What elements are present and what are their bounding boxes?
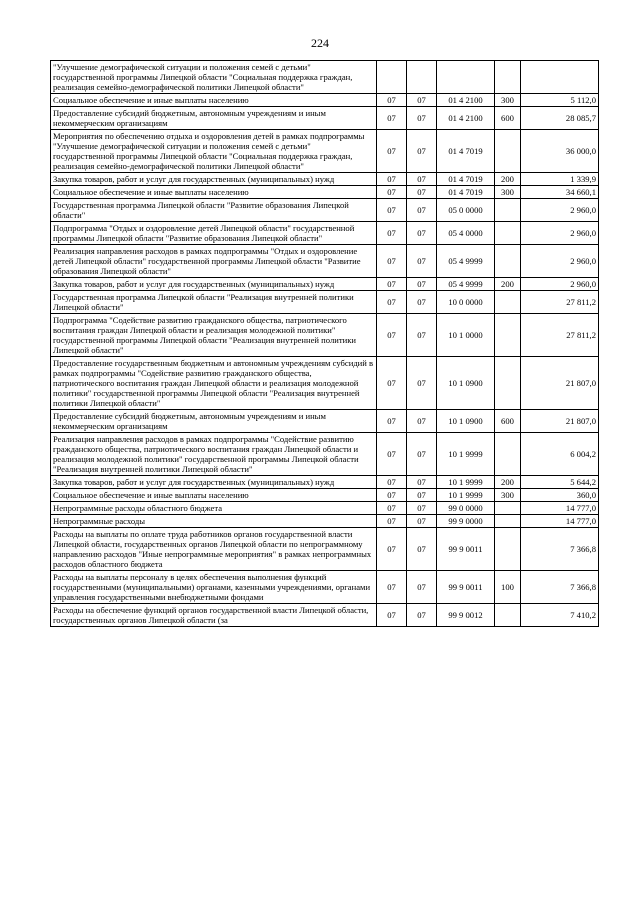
row-amount-cell: 5 112,0: [521, 94, 599, 107]
row-name-cell: Подпрограмма "Содействие развитию гражданского общества, патриотического воспитания граждан Липецкой области и реализация молодежной политики" государственной программы Липецкой области "Реализация внутренней политики Липецкой области": [51, 314, 377, 357]
row-name-cell: Подпрограмма "Отдых и оздоровление детей Липецкой области" государственной программы Липецкой области "Развитие образования Липецкой области": [51, 222, 377, 245]
row-type-cell: 200: [495, 173, 521, 186]
row-type-cell: 300: [495, 94, 521, 107]
row-subsection-cell: 07: [407, 489, 437, 502]
row-name-cell: Расходы на обеспечение функций органов государственной власти Липецкой области, государственных органов Липецкой области (за: [51, 604, 377, 627]
row-section-cell: 07: [377, 130, 407, 173]
row-amount-cell: 7 366,8: [521, 528, 599, 571]
row-section-cell: 07: [377, 314, 407, 357]
row-target-cell: 10 1 9999: [437, 489, 495, 502]
row-subsection-cell: 07: [407, 222, 437, 245]
table-row: [51, 291, 599, 314]
page-number: 224: [311, 36, 329, 50]
row-name-cell: Расходы на выплаты персоналу в целях обеспечения выполнения функций государственными (муниципальными) органами, казенными учреждениями, органами управления государственными внебюджетными фондами: [51, 571, 377, 604]
table-row: [51, 571, 599, 604]
table-row: [51, 476, 599, 489]
row-target-cell: 01 4 2100: [437, 94, 495, 107]
budget-table-body: [51, 61, 599, 627]
row-target-cell: 10 1 0900: [437, 410, 495, 433]
row-type-cell: [495, 357, 521, 410]
row-subsection-cell: 07: [407, 186, 437, 199]
row-target-cell: 05 0 0000: [437, 199, 495, 222]
table-row: [51, 61, 599, 94]
row-name-cell: Предоставление субсидий бюджетным, автономным учреждениям и иным некоммерческим организациям: [51, 107, 377, 130]
row-section-cell: 07: [377, 222, 407, 245]
row-target-cell: 10 1 0900: [437, 357, 495, 410]
row-subsection-cell: 07: [407, 571, 437, 604]
row-section-cell: 07: [377, 291, 407, 314]
row-amount-cell: 27 811,2: [521, 291, 599, 314]
table-row: [51, 410, 599, 433]
row-section-cell: 07: [377, 515, 407, 528]
row-name-cell: Мероприятия по обеспечению отдыха и оздоровления детей в рамках подпрограммы "Улучшение демографической ситуации и положения семей с детьми" государственной программы Липецкой области "Социальная поддержка граждан, реализация семейно-демографической политики Липецкой области": [51, 130, 377, 173]
row-amount-cell: 7 366,8: [521, 571, 599, 604]
row-amount-cell: 21 807,0: [521, 410, 599, 433]
row-type-cell: 200: [495, 476, 521, 489]
row-subsection-cell: 07: [407, 199, 437, 222]
row-type-cell: [495, 604, 521, 627]
row-section-cell: 07: [377, 604, 407, 627]
row-target-cell: 05 4 9999: [437, 245, 495, 278]
row-type-cell: [495, 291, 521, 314]
row-section-cell: 07: [377, 173, 407, 186]
row-subsection-cell: 07: [407, 278, 437, 291]
row-amount-cell: 28 085,7: [521, 107, 599, 130]
row-name-cell: Государственная программа Липецкой области "Реализация внутренней политики Липецкой области": [51, 291, 377, 314]
row-subsection-cell: 07: [407, 314, 437, 357]
row-target-cell: 10 0 0000: [437, 291, 495, 314]
row-subsection-cell: 07: [407, 476, 437, 489]
row-amount-cell: 14 777,0: [521, 502, 599, 515]
row-name-cell: Закупка товаров, работ и услуг для государственных (муниципальных) нужд: [51, 476, 377, 489]
row-type-cell: 600: [495, 410, 521, 433]
row-name-cell: Социальное обеспечение и иные выплаты населению: [51, 186, 377, 199]
row-amount-cell: 34 660,1: [521, 186, 599, 199]
row-type-cell: [495, 528, 521, 571]
row-target-cell: 01 4 7019: [437, 130, 495, 173]
row-target-cell: 10 1 9999: [437, 476, 495, 489]
row-type-cell: 100: [495, 571, 521, 604]
row-subsection-cell: 07: [407, 515, 437, 528]
table-row: [51, 199, 599, 222]
table-row: [51, 245, 599, 278]
row-target-cell: 01 4 7019: [437, 186, 495, 199]
row-type-cell: [495, 314, 521, 357]
row-type-cell: [495, 433, 521, 476]
row-section-cell: 07: [377, 186, 407, 199]
row-target-cell: 99 9 0011: [437, 528, 495, 571]
table-row: [51, 314, 599, 357]
row-target-cell: 05 4 9999: [437, 278, 495, 291]
row-amount-cell: 5 644,2: [521, 476, 599, 489]
row-section-cell: 07: [377, 357, 407, 410]
row-section-cell: 07: [377, 245, 407, 278]
row-type-cell: [495, 130, 521, 173]
row-subsection-cell: [407, 61, 437, 94]
row-subsection-cell: 07: [407, 173, 437, 186]
table-row: [51, 433, 599, 476]
row-subsection-cell: 07: [407, 245, 437, 278]
row-target-cell: 05 4 0000: [437, 222, 495, 245]
row-target-cell: 99 9 0011: [437, 571, 495, 604]
row-target-cell: 10 1 9999: [437, 433, 495, 476]
row-name-cell: Реализация направления расходов в рамках подпрограммы "Содействие развитию гражданского общества, патриотического воспитания граждан Липецкой области и реализация молодежной политики" государственной программы Липецкой области "Реализация внутренней политики Липецкой области": [51, 433, 377, 476]
row-amount-cell: 2 960,0: [521, 245, 599, 278]
row-subsection-cell: 07: [407, 410, 437, 433]
row-subsection-cell: 07: [407, 502, 437, 515]
table-row: [51, 222, 599, 245]
row-name-cell: Непрограммные расходы областного бюджета: [51, 502, 377, 515]
row-target-cell: 99 9 0012: [437, 604, 495, 627]
row-name-cell: Закупка товаров, работ и услуг для государственных (муниципальных) нужд: [51, 278, 377, 291]
row-type-cell: [495, 245, 521, 278]
table-row: [51, 528, 599, 571]
row-type-cell: [495, 222, 521, 245]
row-type-cell: 600: [495, 107, 521, 130]
row-subsection-cell: 07: [407, 291, 437, 314]
row-amount-cell: 36 000,0: [521, 130, 599, 173]
row-type-cell: [495, 515, 521, 528]
row-section-cell: 07: [377, 410, 407, 433]
row-section-cell: 07: [377, 476, 407, 489]
row-subsection-cell: 07: [407, 433, 437, 476]
row-type-cell: 300: [495, 489, 521, 502]
table-row: [51, 278, 599, 291]
row-target-cell: 10 1 0000: [437, 314, 495, 357]
row-subsection-cell: 07: [407, 604, 437, 627]
row-name-cell: Закупка товаров, работ и услуг для государственных (муниципальных) нужд: [51, 173, 377, 186]
row-target-cell: 01 4 7019: [437, 173, 495, 186]
row-target-cell: 99 9 0000: [437, 515, 495, 528]
row-amount-cell: 7 410,2: [521, 604, 599, 627]
row-type-cell: [495, 61, 521, 94]
row-type-cell: 200: [495, 278, 521, 291]
row-type-cell: [495, 199, 521, 222]
row-name-cell: Предоставление субсидий бюджетным, автономным учреждениям и иным некоммерческим организациям: [51, 410, 377, 433]
row-type-cell: 300: [495, 186, 521, 199]
row-amount-cell: 6 004,2: [521, 433, 599, 476]
row-section-cell: 07: [377, 571, 407, 604]
row-name-cell: Предоставление государственным бюджетным и автономным учреждениям субсидий в рамках подпрограммы "Содействие развитию гражданского общества, патриотического воспитания граждан Липецкой области и реализация молодежной политики" государственной программы Липецкой области "Реализация внутренней политики Липецкой области": [51, 357, 377, 410]
row-section-cell: 07: [377, 199, 407, 222]
row-subsection-cell: 07: [407, 107, 437, 130]
table-row: [51, 489, 599, 502]
row-name-cell: Государственная программа Липецкой области "Развитие образования Липецкой области": [51, 199, 377, 222]
row-section-cell: 07: [377, 278, 407, 291]
row-section-cell: [377, 61, 407, 94]
row-name-cell: "Улучшение демографической ситуации и положения семей с детьми" государственной программы Липецкой области "Социальная поддержка граждан, реализация семейно-демографической политики Липецкой области": [51, 61, 377, 94]
row-amount-cell: 14 777,0: [521, 515, 599, 528]
row-subsection-cell: 07: [407, 528, 437, 571]
row-section-cell: 07: [377, 502, 407, 515]
row-amount-cell: [521, 61, 599, 94]
row-section-cell: 07: [377, 528, 407, 571]
row-amount-cell: 2 960,0: [521, 222, 599, 245]
budget-table: [50, 60, 599, 627]
row-amount-cell: 2 960,0: [521, 278, 599, 291]
table-row: [51, 515, 599, 528]
row-subsection-cell: 07: [407, 94, 437, 107]
row-amount-cell: 21 807,0: [521, 357, 599, 410]
row-amount-cell: 360,0: [521, 489, 599, 502]
row-name-cell: Реализация направления расходов в рамках подпрограммы "Отдых и оздоровление детей Липецкой области" государственной программы Липецкой области "Развитие образования Липецкой области": [51, 245, 377, 278]
row-section-cell: 07: [377, 107, 407, 130]
row-amount-cell: 2 960,0: [521, 199, 599, 222]
table-row: [51, 604, 599, 627]
row-section-cell: 07: [377, 433, 407, 476]
row-name-cell: Социальное обеспечение и иные выплаты населению: [51, 489, 377, 502]
table-row: [51, 357, 599, 410]
table-row: [51, 186, 599, 199]
table-row: [51, 130, 599, 173]
table-row: [51, 94, 599, 107]
table-row: [51, 502, 599, 515]
row-name-cell: Расходы на выплаты по оплате труда работников органов государственной власти Липецкой области, государственных органов Липецкой области по непрограммному направлению расходов "Иные непрограммные мероприятия" в рамках непрограммных расходов областного бюджета: [51, 528, 377, 571]
row-amount-cell: 27 811,2: [521, 314, 599, 357]
row-subsection-cell: 07: [407, 357, 437, 410]
row-section-cell: 07: [377, 489, 407, 502]
table-row: [51, 107, 599, 130]
table-row: [51, 173, 599, 186]
row-amount-cell: 1 339,9: [521, 173, 599, 186]
row-name-cell: Непрограммные расходы: [51, 515, 377, 528]
row-target-cell: [437, 61, 495, 94]
row-target-cell: 99 0 0000: [437, 502, 495, 515]
row-target-cell: 01 4 2100: [437, 107, 495, 130]
row-subsection-cell: 07: [407, 130, 437, 173]
row-section-cell: 07: [377, 94, 407, 107]
row-type-cell: [495, 502, 521, 515]
row-name-cell: Социальное обеспечение и иные выплаты населению: [51, 94, 377, 107]
